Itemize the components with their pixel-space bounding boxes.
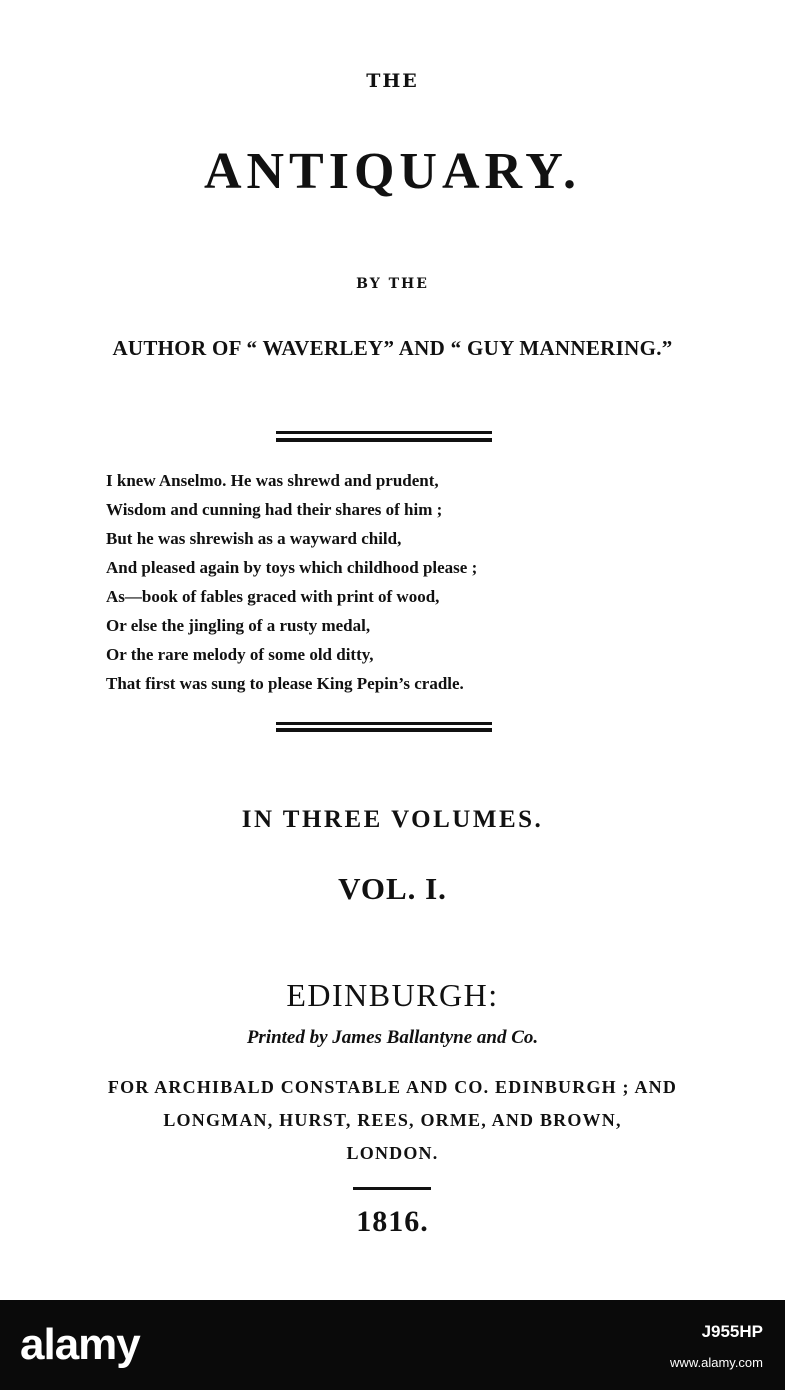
epigraph-line: Wisdom and cunning had their shares of him ; [106,500,443,519]
epigraph-line: And pleased again by toys which childhood please ; [106,558,478,577]
author-line: AUTHOR OF “ WAVERLEY” AND “ GUY MANNERING.” [112,336,673,360]
image-id: J955HP [701,1322,763,1341]
publication-year: 1816. [356,1205,429,1238]
epigraph-line: As—book of fables graced with print of wood, [106,587,440,606]
short-rule [353,1187,431,1190]
imprint-city: EDINBURGH: [286,977,499,1013]
publisher-line: LONGMAN, HURST, REES, ORME, AND BROWN, [163,1110,622,1130]
alamy-logo: alamy [20,1320,140,1369]
bottom-double-rule-lower [276,728,492,732]
top-double-rule-upper [276,431,492,434]
volume-number: VOL. I. [338,871,447,906]
book-title: ANTIQUARY. [203,143,582,200]
publisher-line: LONDON. [346,1143,439,1163]
epigraph-line: Or the rare melody of some old ditty, [106,645,374,664]
epigraph-line: Or else the jingling of a rusty medal, [106,616,371,635]
publisher-line: FOR ARCHIBALD CONSTABLE AND CO. EDINBURGH ; AND [107,1077,678,1097]
epigraph [106,466,666,698]
top-double-rule-lower [276,438,492,442]
volumes-count: IN THREE VOLUMES. [241,806,544,833]
printer-line: Printed by James Ballantyne and Co. [246,1027,539,1048]
article-the: THE [366,70,419,92]
by-the-line: BY THE [356,276,429,292]
stock-watermark-bar [0,1300,785,1390]
epigraph-line: That first was sung to please King Pepin’s cradle. [106,674,464,693]
epigraph-line: I knew Anselmo. He was shrewd and prudent, [106,471,439,490]
watermark-url: www.alamy.com [670,1355,763,1370]
epigraph-line: But he was shrewish as a wayward child, [106,529,402,548]
bottom-double-rule-upper [276,722,492,725]
